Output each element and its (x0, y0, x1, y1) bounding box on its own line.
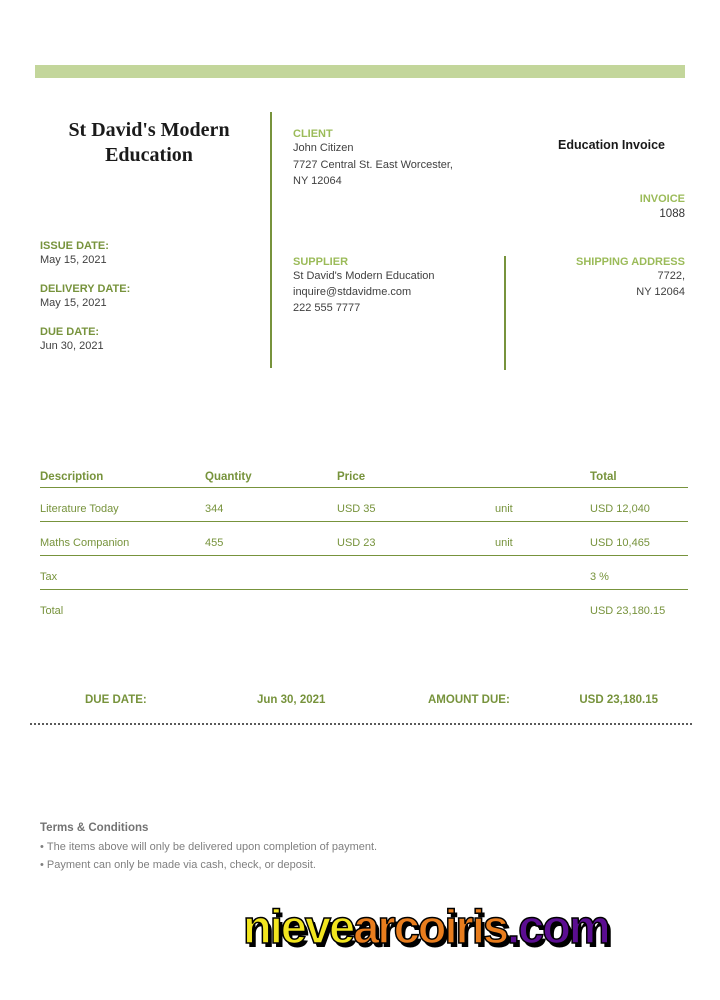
invoice-label: INVOICE (639, 193, 685, 205)
cell-description: Literature Today (40, 503, 119, 515)
vertical-divider-left (270, 112, 272, 368)
terms-block (40, 822, 600, 874)
client-block (293, 128, 483, 190)
items-table (40, 463, 688, 623)
cell-unit: unit (495, 537, 513, 549)
vertical-divider-right (504, 256, 506, 370)
document-title: Education Invoice (558, 138, 665, 152)
dotted-separator (30, 723, 692, 725)
delivery-date-group (40, 283, 130, 312)
invoice-number: 1088 (659, 208, 685, 220)
issue-date-value: May 15, 2021 (40, 254, 107, 266)
shipping-address-line1: 7722, (657, 270, 685, 282)
cell-total: 3 % (590, 571, 609, 583)
supplier-label: SUPPLIER (293, 256, 349, 268)
cell-description: Total (40, 605, 64, 617)
table-row (40, 522, 688, 556)
table-header-row (40, 463, 688, 488)
cell-description: Maths Companion (40, 537, 130, 549)
client-address-line2: NY 12064 (293, 175, 342, 187)
watermark-part-com: .com (507, 900, 609, 953)
shipping-address-block (576, 256, 685, 300)
cell-quantity: 455 (205, 537, 224, 549)
table-row-total (40, 590, 688, 623)
due-date-value: Jun 30, 2021 (40, 340, 104, 352)
shipping-address-line2: NY 12064 (636, 286, 685, 298)
cell-total: USD 23,180.15 (590, 605, 666, 617)
cell-quantity: 344 (205, 503, 224, 515)
header-quantity: Quantity (205, 471, 252, 483)
cell-price: USD 23 (337, 537, 376, 549)
client-name: John Citizen (293, 142, 354, 154)
invoice-number-block (640, 193, 685, 220)
supplier-block (293, 256, 493, 316)
supplier-email: inquire@stdavidme.com (293, 286, 412, 298)
dates-block (40, 240, 130, 369)
summary-due-date-label: DUE DATE: (85, 694, 147, 706)
client-address-line1: 7727 Central St. East Worcester, (293, 158, 453, 171)
issue-date-label: ISSUE DATE: (40, 240, 109, 252)
terms-item: • Payment can only be made via cash, check, or deposit. (40, 856, 600, 874)
table-row-tax (40, 556, 688, 590)
shipping-address-label: SHIPPING ADDRESS (575, 256, 685, 268)
delivery-date-label: DELIVERY DATE: (40, 283, 131, 295)
company-name: St David's Modern Education (68, 119, 230, 166)
issue-date-group (40, 240, 130, 269)
summary-due-date-value: Jun 30, 2021 (257, 694, 326, 706)
table-row (40, 488, 688, 522)
cell-unit: unit (495, 503, 513, 515)
terms-title: Terms & Conditions (40, 822, 149, 834)
delivery-date-value: May 15, 2021 (40, 297, 107, 309)
header-price: Price (337, 471, 366, 483)
terms-item: • The items above will only be delivered upon completion of payment. (40, 838, 600, 856)
client-label: CLIENT (293, 128, 333, 140)
cell-description: Tax (40, 571, 58, 583)
watermark-part-arcoiris: arcoiris (353, 900, 508, 953)
top-accent-bar (35, 65, 685, 78)
summary-amount-due-value: USD 23,180.15 (579, 694, 658, 706)
watermark-logo (243, 899, 609, 954)
cell-total: USD 12,040 (590, 503, 650, 515)
cell-total: USD 10,465 (590, 537, 650, 549)
due-date-group (40, 326, 130, 355)
cell-price: USD 35 (337, 503, 376, 515)
summary-row (0, 694, 720, 710)
header-total: Total (590, 471, 617, 483)
supplier-name: St David's Modern Education (293, 270, 435, 282)
supplier-phone: 222 555 7777 (293, 302, 361, 314)
due-date-label: DUE DATE: (40, 326, 100, 338)
summary-amount-due-label: AMOUNT DUE: (428, 694, 510, 706)
header-description: Description (40, 471, 104, 483)
watermark-part-nieve: nieve (243, 900, 354, 953)
